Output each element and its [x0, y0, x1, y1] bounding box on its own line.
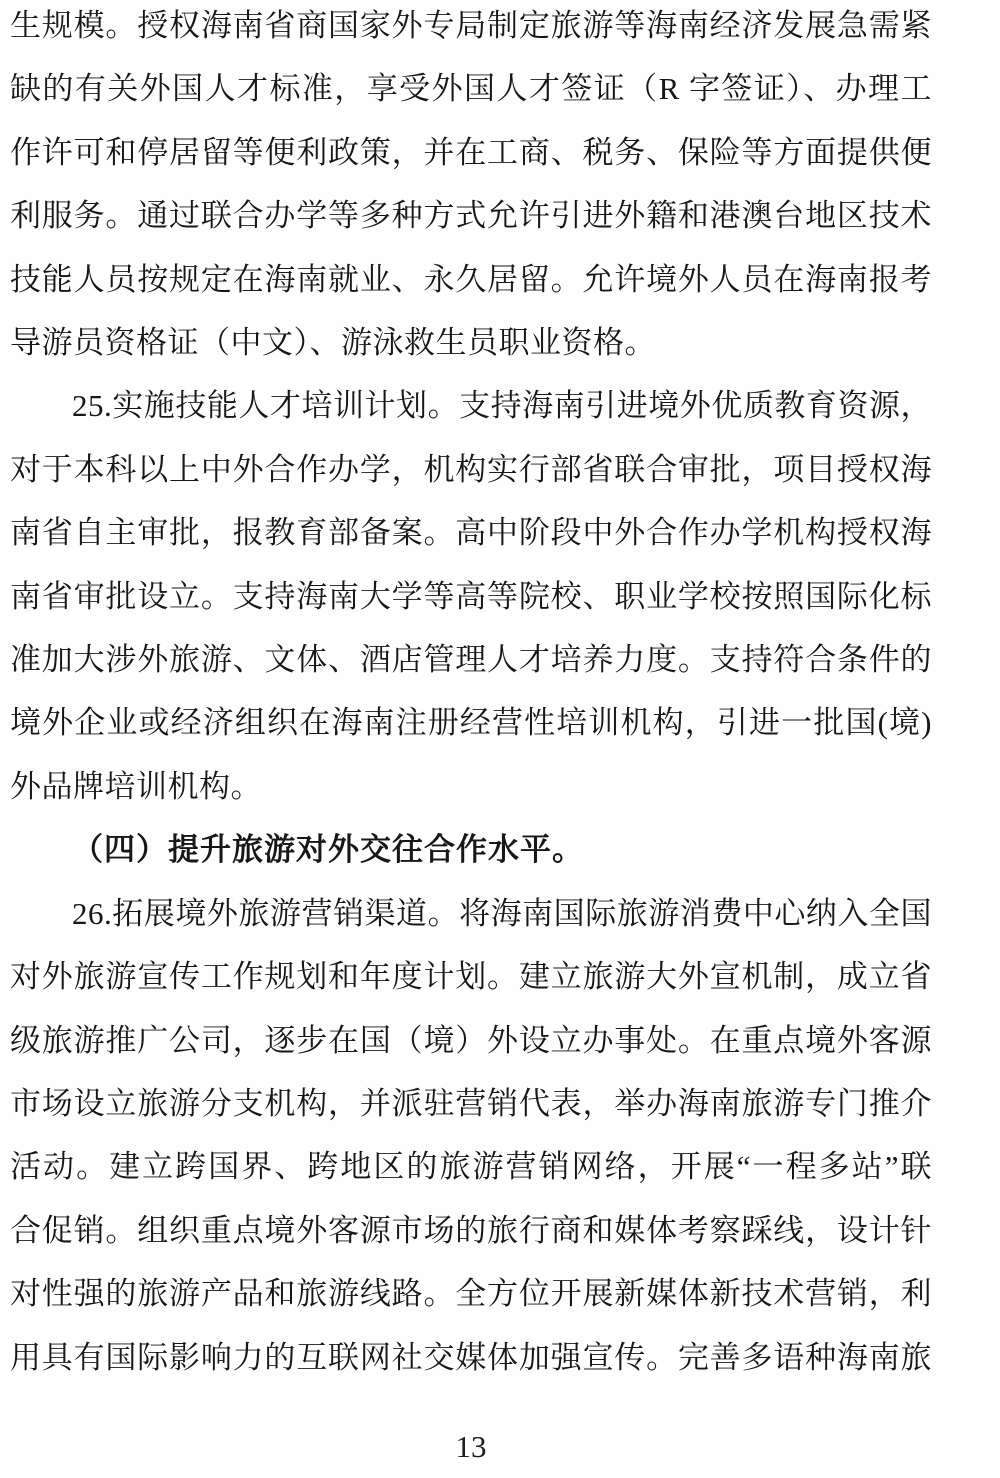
- section-heading: （四）提升旅游对外交往合作水平。: [72, 832, 584, 868]
- item-26-line: 26.拓展境外旅游营销渠道。将海南国际旅游消费中心纳入全国: [72, 895, 932, 931]
- text-line: 利服务。通过联合办学等多种方式允许引进外籍和港澳台地区技术: [10, 198, 932, 234]
- text-line: 合促销。组织重点境外客源市场的旅行商和媒体考察踩线，设计针: [10, 1212, 932, 1248]
- text-line: 对外旅游宣传工作规划和年度计划。建立旅游大外宣机制，成立省: [10, 959, 932, 995]
- text-line: 生规模。授权海南省商国家外专局制定旅游等海南经济发展急需紧: [10, 8, 932, 43]
- text-line: 对于本科以上中外合作办学，机构实行部省联合审批，项目授权海: [10, 451, 932, 487]
- document-text: [10, 0, 932, 1389]
- text-line: 南省审批设立。支持海南大学等高等院校、职业学校按照国际化标: [10, 578, 932, 614]
- page-number: 13: [455, 1429, 487, 1464]
- text-line: 缺的有关外国人才标准，享受外国人才签证（R 字签证）、办理工: [10, 71, 932, 107]
- text-line: 级旅游推广公司，逐步在国（境）外设立办事处。在重点境外客源: [10, 1022, 932, 1058]
- text-line: 技能人员按规定在海南就业、永久居留。允许境外人员在海南报考: [10, 261, 932, 297]
- text-line: 准加大涉外旅游、文体、酒店管理人才培养力度。支持符合条件的: [10, 642, 932, 678]
- text-line: 市场设立旅游分支机构，并派驻营销代表，举办海南旅游专门推介: [10, 1085, 932, 1121]
- text-line: 作许可和停居留等便利政策，并在工商、税务、保险等方面提供便: [10, 134, 932, 170]
- text-line: 境外企业或经济组织在海南注册经营性培训机构，引进一批国(境): [10, 705, 932, 741]
- text-line: 用具有国际影响力的互联网社交媒体加强宣传。完善多语种海南旅: [10, 1339, 932, 1375]
- text-line: 活动。建立跨国界、跨地区的旅游营销网络，开展“一程多站”联: [10, 1149, 932, 1185]
- item-25-line: 25.实施技能人才培训计划。支持海南引进境外优质教育资源，: [72, 388, 932, 424]
- text-line: 南省自主审批，报教育部备案。高中阶段中外合作办学机构授权海: [10, 515, 932, 551]
- text-line: 对性强的旅游产品和旅游线路。全方位开展新媒体新技术营销，利: [10, 1276, 932, 1312]
- text-line: 外品牌培训机构。: [10, 768, 262, 804]
- text-line: 导游员资格证（中文）、游泳救生员职业资格。: [10, 325, 656, 361]
